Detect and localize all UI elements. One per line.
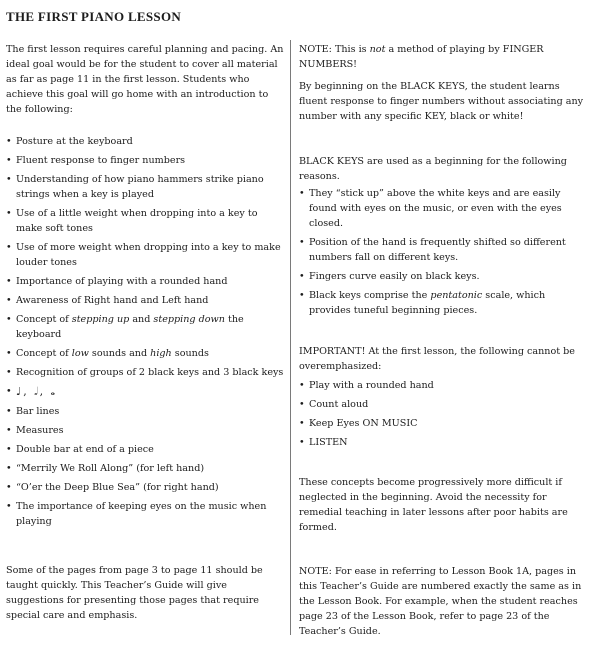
- list-item: • Awareness of Right hand and Left hand: [6, 293, 286, 308]
- list-item: • Count aloud: [299, 397, 587, 412]
- concepts-paragraph: These concepts become progressively more difficult if neglected in the beginning. Avoid the necessity for remedial teaching in later lessons after poor habits are formed.: [299, 477, 568, 533]
- list-item: • “O’er the Deep Blue Sea” (for right hand): [6, 480, 286, 495]
- note-values: ♩, 𝅗𝅥, 𝅝: [16, 385, 58, 398]
- list-item: • Understanding of how piano hammers strike piano strings when a key is played: [6, 172, 286, 202]
- text-run: and: [129, 314, 154, 325]
- text-run: sounds and: [88, 348, 151, 359]
- intro-list: [6, 134, 286, 529]
- important-paragraph: IMPORTANT! At the first lesson, the following cannot be overemphasized:: [299, 346, 575, 372]
- emphasis: pentatonic: [430, 290, 483, 301]
- text-run: scale, which provides tuneful beginning pieces.: [309, 290, 546, 316]
- reasons-list: [299, 186, 587, 318]
- right-column: [299, 42, 587, 639]
- list-item: • Measures: [6, 423, 286, 438]
- list-item: • Posture at the keyboard: [6, 134, 286, 149]
- emphasis: not: [369, 44, 386, 55]
- list-item: • Fluent response to finger numbers: [6, 153, 286, 168]
- emphasis: stepping down: [153, 314, 225, 325]
- list-item: • Double bar at end of a piece: [6, 442, 286, 457]
- text-run: Concept of: [16, 348, 72, 359]
- list-item: [6, 346, 286, 361]
- text-run: the keyboard: [16, 314, 244, 340]
- list-item: • Fingers curve easily on black keys.: [299, 269, 587, 284]
- closing-paragraph: Some of the pages from page 3 to page 11 should be taught quickly. This Teacher’s Guide will give suggestions for presenting those pages that require special care and emphasis.: [6, 565, 263, 621]
- list-item: • Importance of playing with a rounded hand: [6, 274, 286, 289]
- list-item-notes: [6, 384, 286, 400]
- list-item: • Use of a little weight when dropping into a key to make soft tones: [6, 206, 286, 236]
- list-item: • Play with a rounded hand: [299, 378, 587, 393]
- intro-paragraph: The first lesson requires careful planning and pacing. An ideal goal would be for the student to cover all material as far as page 11 in the first lesson. Students who achieve this goal will go home with an introduction to the following:: [6, 44, 284, 115]
- page-title: THE FIRST PIANO LESSON: [6, 9, 182, 24]
- list-item: • Recognition of groups of 2 black keys and 3 black keys: [6, 365, 286, 380]
- black-keys-reasons-intro: BLACK KEYS are used as a beginning for the following reasons.: [299, 156, 567, 182]
- text-run: Black keys comprise the: [309, 290, 431, 301]
- list-item: • Bar lines: [6, 404, 286, 419]
- list-item: • Position of the hand is frequently shifted so different numbers fall on different keys.: [299, 235, 587, 265]
- emphasis-list: [299, 378, 587, 450]
- list-item: • “Merrily We Roll Along” (for left hand): [6, 461, 286, 476]
- list-item: • Use of more weight when dropping into a key to make louder tones: [6, 240, 286, 270]
- note-paragraph: [299, 42, 587, 72]
- list-item: • Keep Eyes ON MUSIC: [299, 416, 587, 431]
- left-column: [6, 42, 286, 623]
- final-note-paragraph: NOTE: For ease in referring to Lesson Book 1A, pages in this Teacher’s Guide are numbered exactly the same as in the Lesson Book. For example, when the student reaches page 23 of the Lesson Book, refer to page 23 of the Teacher’s Guide.: [299, 566, 582, 637]
- list-item: • LISTEN: [299, 435, 587, 450]
- list-item: • The importance of keeping eyes on the music when playing: [6, 499, 286, 529]
- text-run: Concept of: [16, 314, 72, 325]
- column-divider: [290, 40, 291, 635]
- list-item: • They “stick up” above the white keys and are easily found with eyes on the music, or even with the eyes closed.: [299, 186, 587, 231]
- list-item: [299, 288, 587, 318]
- text-run: a method of playing by FINGER NUMBERS!: [299, 44, 544, 70]
- text-run: sounds: [171, 348, 209, 359]
- emphasis: high: [150, 348, 172, 359]
- list-item: [6, 312, 286, 342]
- emphasis: stepping up: [71, 314, 130, 325]
- text-run: NOTE: This is: [299, 44, 370, 55]
- emphasis: low: [71, 348, 89, 359]
- black-keys-intro: By beginning on the BLACK KEYS, the student learns fluent response to finger numbers without associating any number with any specific KEY, black or white!: [299, 81, 584, 122]
